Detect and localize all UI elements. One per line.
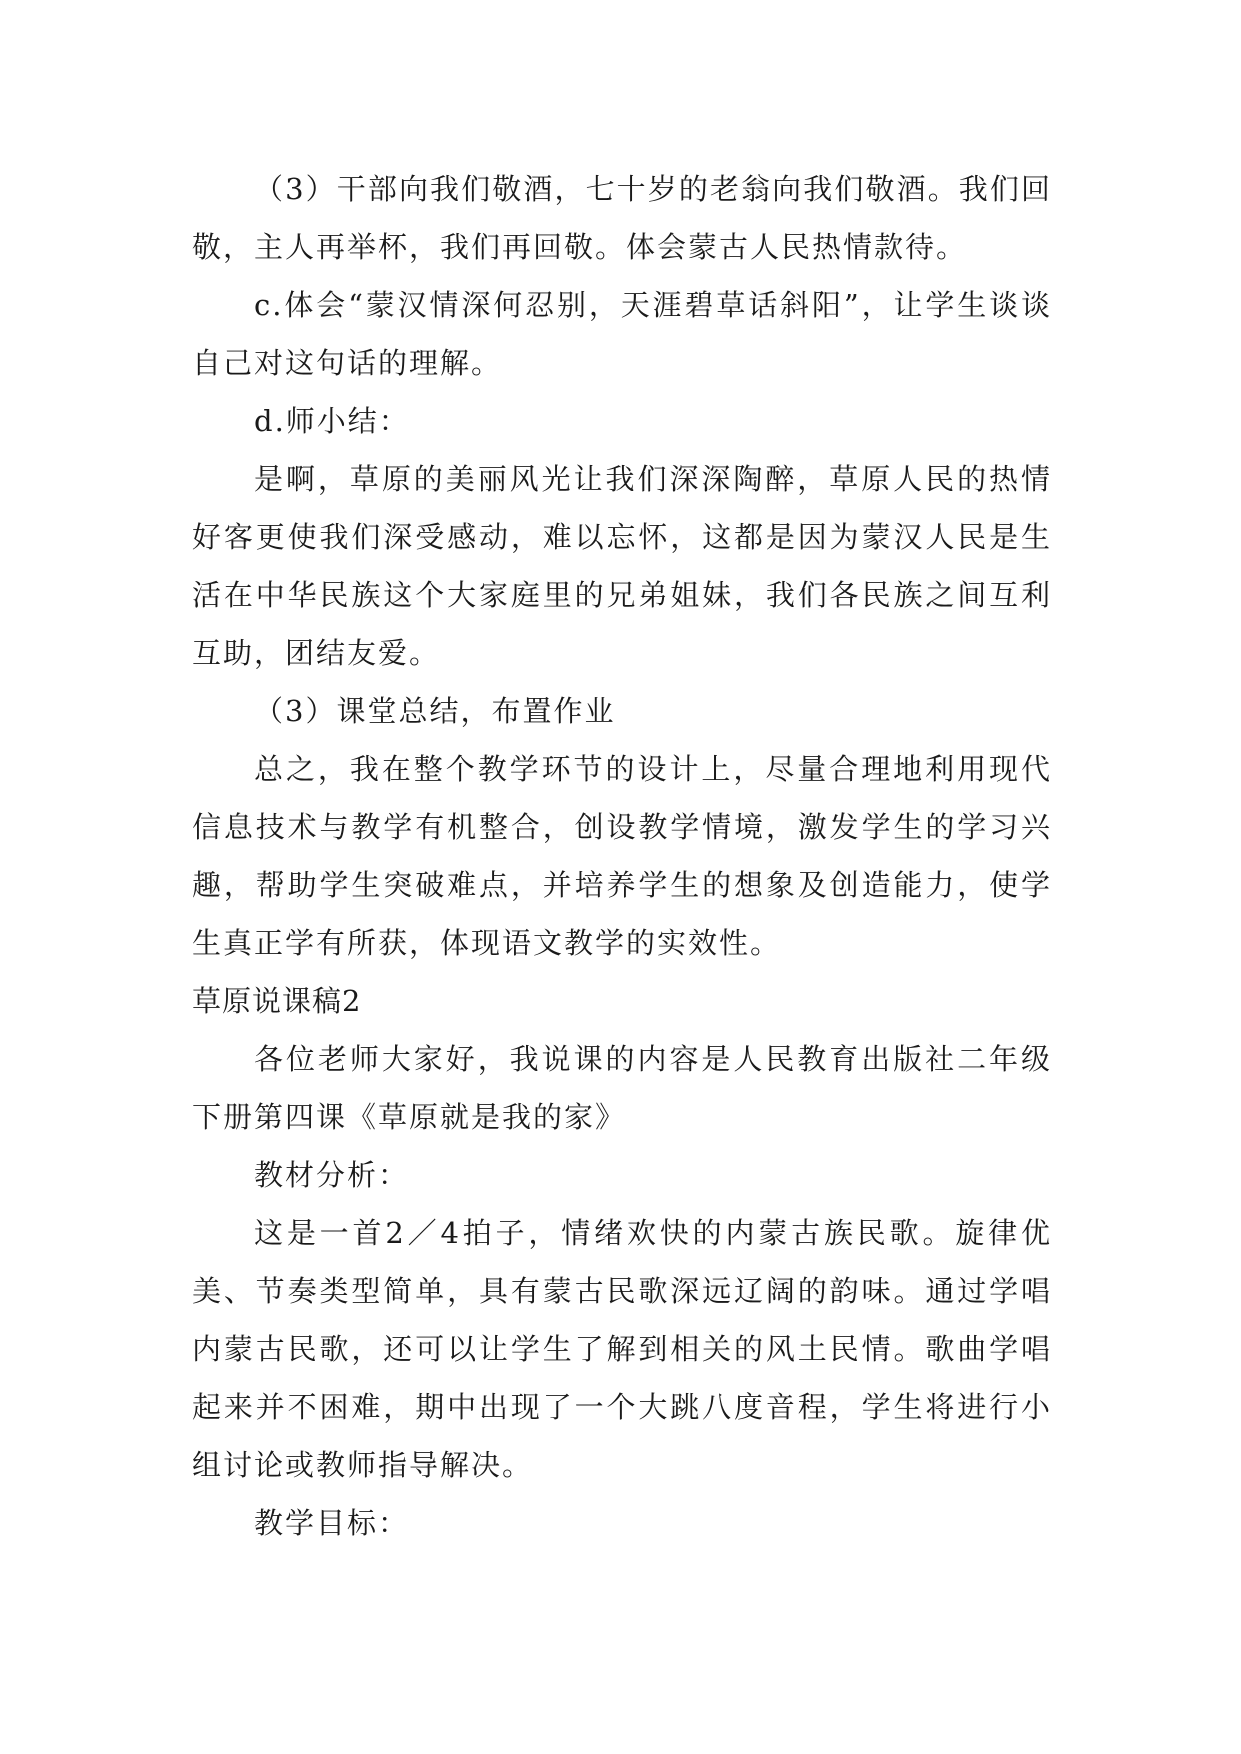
paragraph-class-summary-heading: （3）课堂总结，布置作业 xyxy=(254,694,616,728)
paragraph-teaching-goals-label: 教学目标： xyxy=(254,1506,410,1540)
paragraph-intro: 各位老师大家好，我说课的内容是人民教育出版社二年级下册第四课《草原就是我的家》 xyxy=(192,1042,1052,1134)
paragraph-teacher-summary-label: d.师小结： xyxy=(254,404,410,438)
document-body xyxy=(192,160,1052,1552)
paragraph-material-analysis-label: 教材分析： xyxy=(254,1158,410,1192)
paragraph-conclusion: 总之，我在整个教学环节的设计上，尽量合理地利用现代信息技术与教学有机整合，创设教学情境，激发学生的学习兴趣，帮助学生突破难点，并培养学生的想象及创造能力，使学生真正学有所获，体现语文教学的实效性。 xyxy=(192,752,1052,960)
paragraph-toast-response: （3）干部向我们敬酒，七十岁的老翁向我们敬酒。我们回敬，主人再举杯，我们再回敬。体会蒙古人民热情款待。 xyxy=(192,172,1052,264)
section-title: 草原说课稿2 xyxy=(192,984,362,1018)
paragraph-poem-understanding: c.体会“蒙汉情深何忍别，天涯碧草话斜阳”，让学生谈谈自己对这句话的理解。 xyxy=(192,288,1052,380)
paragraph-teacher-summary: 是啊，草原的美丽风光让我们深深陶醉，草原人民的热情好客更使我们深受感动，难以忘怀，这都是因为蒙汉人民是生活在中华民族这个大家庭里的兄弟姐妹，我们各民族之间互利互助，团结友爱。 xyxy=(192,462,1052,670)
paragraph-material-analysis: 这是一首2／4拍子，情绪欢快的内蒙古族民歌。旋律优美、节奏类型简单，具有蒙古民歌深远辽阔的韵味。通过学唱内蒙古民歌，还可以让学生了解到相关的风土民情。歌曲学唱起来并不困难，期中出现了一个大跳八度音程，学生将进行小组讨论或教师指导解决。 xyxy=(192,1216,1052,1482)
